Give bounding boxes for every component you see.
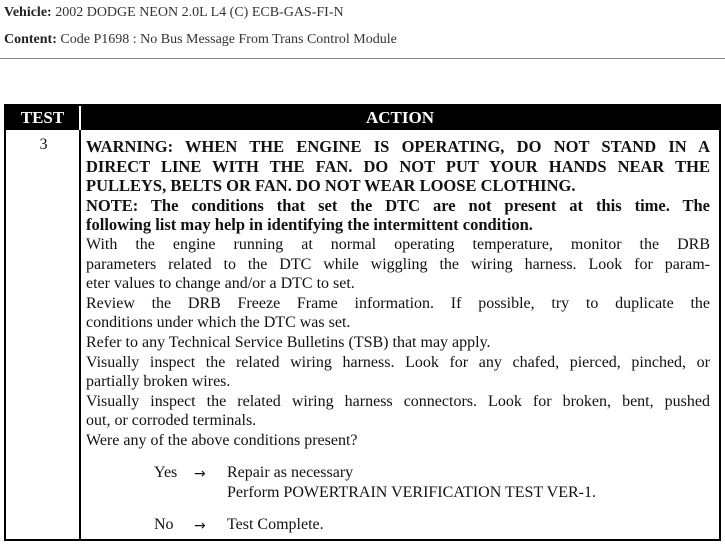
warning-text — [86, 137, 710, 196]
step-line: Visually inspect the related wiring harness. Look for any chafed, pierced, pinched, or — [86, 353, 710, 371]
vehicle-value: 2002 DODGE NEON 2.0L L4 (C) ECB-GAS-FI-N — [55, 5, 344, 20]
answer-no-action: Test Complete. — [227, 516, 324, 533]
answer-yes-verification: Perform POWERTRAIN VERIFICATION TEST VER-1. — [227, 484, 596, 501]
diagnostic-test-table — [4, 104, 721, 541]
question-text: Were any of the above conditions present? — [86, 431, 358, 449]
vehicle-line — [4, 5, 344, 21]
step-freeze-frame — [86, 294, 710, 333]
column-header-action: ACTION — [365, 108, 434, 127]
step-tsb — [86, 333, 710, 353]
answer-no-label: No — [154, 516, 174, 533]
step-line: parameters related to the DTC while wiggling the wiring harness. Look for param- — [86, 255, 710, 273]
arrow-icon: → — [194, 466, 206, 482]
step-monitor-drb — [86, 235, 710, 294]
header-divider — [0, 58, 725, 59]
step-inspect-connectors — [86, 392, 710, 431]
step-line: conditions under which the DTC was set. — [86, 314, 351, 332]
column-header-test: TEST — [6, 106, 81, 130]
warning-line: DIRECT LINE WITH THE FAN. DO NOT PUT YOUR HANDS NEAR THE — [86, 156, 710, 176]
step-line: eter values to change and/or a DTC to set. — [86, 275, 355, 293]
content-line — [4, 32, 397, 48]
step-line: Visually inspect the related wiring harness connectors. Look for broken, bent, pushed — [86, 392, 710, 410]
step-line: Review the DRB Freeze Frame information. If possible, try to duplicate the — [86, 294, 710, 312]
table-header — [6, 106, 719, 130]
note-line: NOTE: The conditions that set the DTC are not present at this time. The — [86, 195, 710, 215]
vehicle-label: Vehicle: — [4, 5, 52, 20]
content-value: Code P1698 : No Bus Message From Trans Control Module — [60, 32, 397, 47]
test-number: 3 — [39, 136, 48, 153]
answer-yes-label: Yes — [154, 464, 178, 481]
step-line: out, or corroded terminals. — [86, 412, 257, 430]
step-line: partially broken wires. — [86, 373, 231, 391]
note-line: following list may help in identifying the intermittent condition. — [86, 215, 533, 235]
warning-line: WARNING: WHEN THE ENGINE IS OPERATING, DO NOT STAND IN A — [86, 137, 710, 156]
answer-yes-action: Repair as necessary — [227, 464, 354, 481]
column-divider — [79, 130, 81, 539]
warning-line: PULLEYS, BELTS OR FAN. DO NOT WEAR LOOSE CLOTHING. — [86, 176, 576, 196]
content-label: Content: — [4, 32, 57, 47]
step-line: With the engine running at normal operating temperature, monitor the DRB — [86, 235, 710, 253]
action-cell — [86, 137, 710, 451]
note-text — [86, 196, 710, 235]
arrow-icon: → — [194, 518, 206, 534]
step-line: Refer to any Technical Service Bulletins (TSB) that may apply. — [86, 333, 491, 351]
step-inspect-harness — [86, 353, 710, 392]
